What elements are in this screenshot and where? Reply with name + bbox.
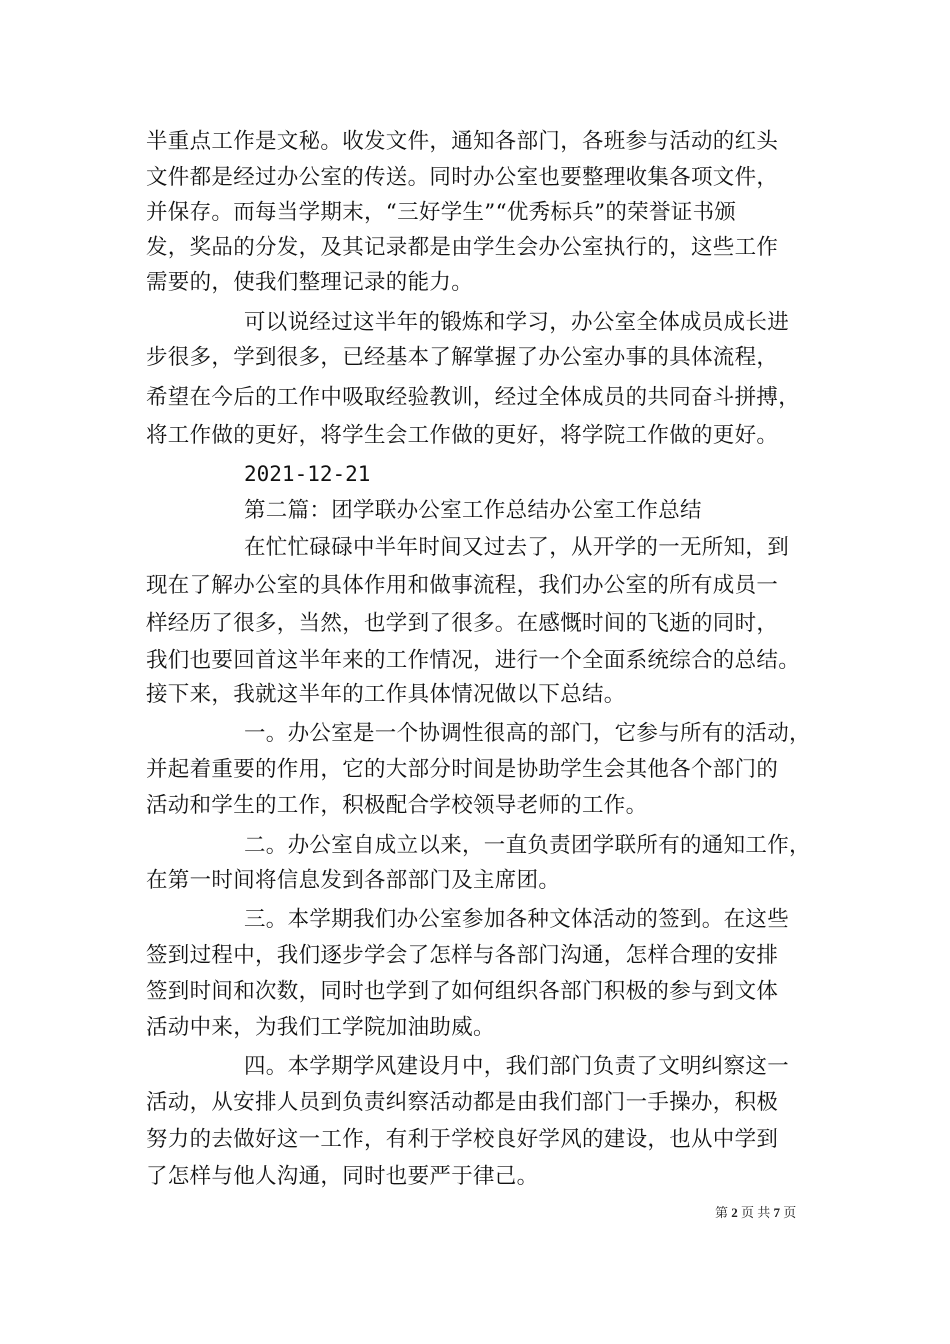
footer-middle: 页 共: [741, 1205, 771, 1220]
paragraph-first-line: 在忙忙碌碌中半年时间又过去了，从开学的一无所知，到: [244, 535, 790, 560]
footer-prefix: 第: [715, 1205, 729, 1220]
paragraph-first-line: 一。办公室是一个协调性很高的部门，它参与所有的活动，: [244, 721, 811, 746]
text-line: 将工作做的更好，将学生会工作做的更好，将学院工作做的更好。: [146, 423, 779, 448]
paragraph-first-line: 三。本学期我们办公室参加各种文体活动的签到。在这些: [244, 907, 790, 932]
paragraph-first-line: 可以说经过这半年的锻炼和学习，办公室全体成员成长进: [244, 310, 790, 335]
date-line: 2021-12-21: [244, 462, 371, 486]
footer-suffix: 页: [783, 1205, 797, 1220]
text-line: 签到时间和次数，同时也学到了如何组织各部门积极的参与到文体: [146, 979, 779, 1004]
text-line: 在第一时间将信息发到各部部门及主席团。: [146, 868, 561, 893]
text-line: 我们也要回首这半年来的工作情况，进行一个全面系统综合的总结。: [146, 648, 801, 673]
text-line: 活动中来，为我们工学院加油助威。: [146, 1015, 495, 1040]
text-line: 步很多，学到很多，已经基本了解掌握了办公室办事的具体流程，: [146, 345, 779, 370]
paragraph-first-line: 四。本学期学风建设月中，我们部门负责了文明纠察这一: [244, 1054, 790, 1079]
page-number: 2: [731, 1205, 738, 1220]
text-line: 样经历了很多，当然，也学到了很多。在感慨时间的飞逝的同时，: [146, 611, 779, 636]
paragraph-first-line: 二。办公室自成立以来，一直负责团学联所有的通知工作，: [244, 833, 811, 858]
text-line: 现在了解办公室的具体作用和做事流程，我们办公室的所有成员一: [146, 573, 779, 598]
text-line: 半重点工作是文秘。收发文件，通知各部门，各班参与活动的红头: [146, 129, 779, 154]
page-footer: [715, 1202, 796, 1221]
text-line: 需要的，使我们整理记录的能力。: [146, 270, 474, 295]
text-line: 并起着重要的作用，它的大部分时间是协助学生会其他各个部门的: [146, 757, 779, 782]
text-line: 并保存。而每当学期末，“三好学生”“优秀标兵”的荣誉证书颁: [146, 200, 737, 225]
text-line: 文件都是经过办公室的传送。同时办公室也要整理收集各项文件，: [146, 165, 779, 190]
text-line: 接下来，我就这半年的工作具体情况做以下总结。: [146, 682, 626, 707]
text-line: 发，奖品的分发，及其记录都是由学生会办公室执行的，这些工作: [146, 235, 779, 260]
text-line: 希望在今后的工作中吸取经验教训，经过全体成员的共同奋斗拼搏，: [146, 385, 801, 410]
text-line: 了怎样与他人沟通，同时也要严于律己。: [146, 1164, 539, 1189]
section-heading: 第二篇：团学联办公室工作总结办公室工作总结: [244, 498, 702, 523]
text-line: 活动，从安排人员到负责纠察活动都是由我们部门一手操办，积极: [146, 1090, 779, 1115]
text-line: 签到过程中，我们逐步学会了怎样与各部门沟通，怎样合理的安排: [146, 943, 779, 968]
text-line: 努力的去做好这一工作，有利于学校良好学风的建设，也从中学到: [146, 1127, 779, 1152]
total-pages: 7: [773, 1205, 781, 1220]
text-line: 活动和学生的工作，积极配合学校领导老师的工作。: [146, 793, 648, 818]
